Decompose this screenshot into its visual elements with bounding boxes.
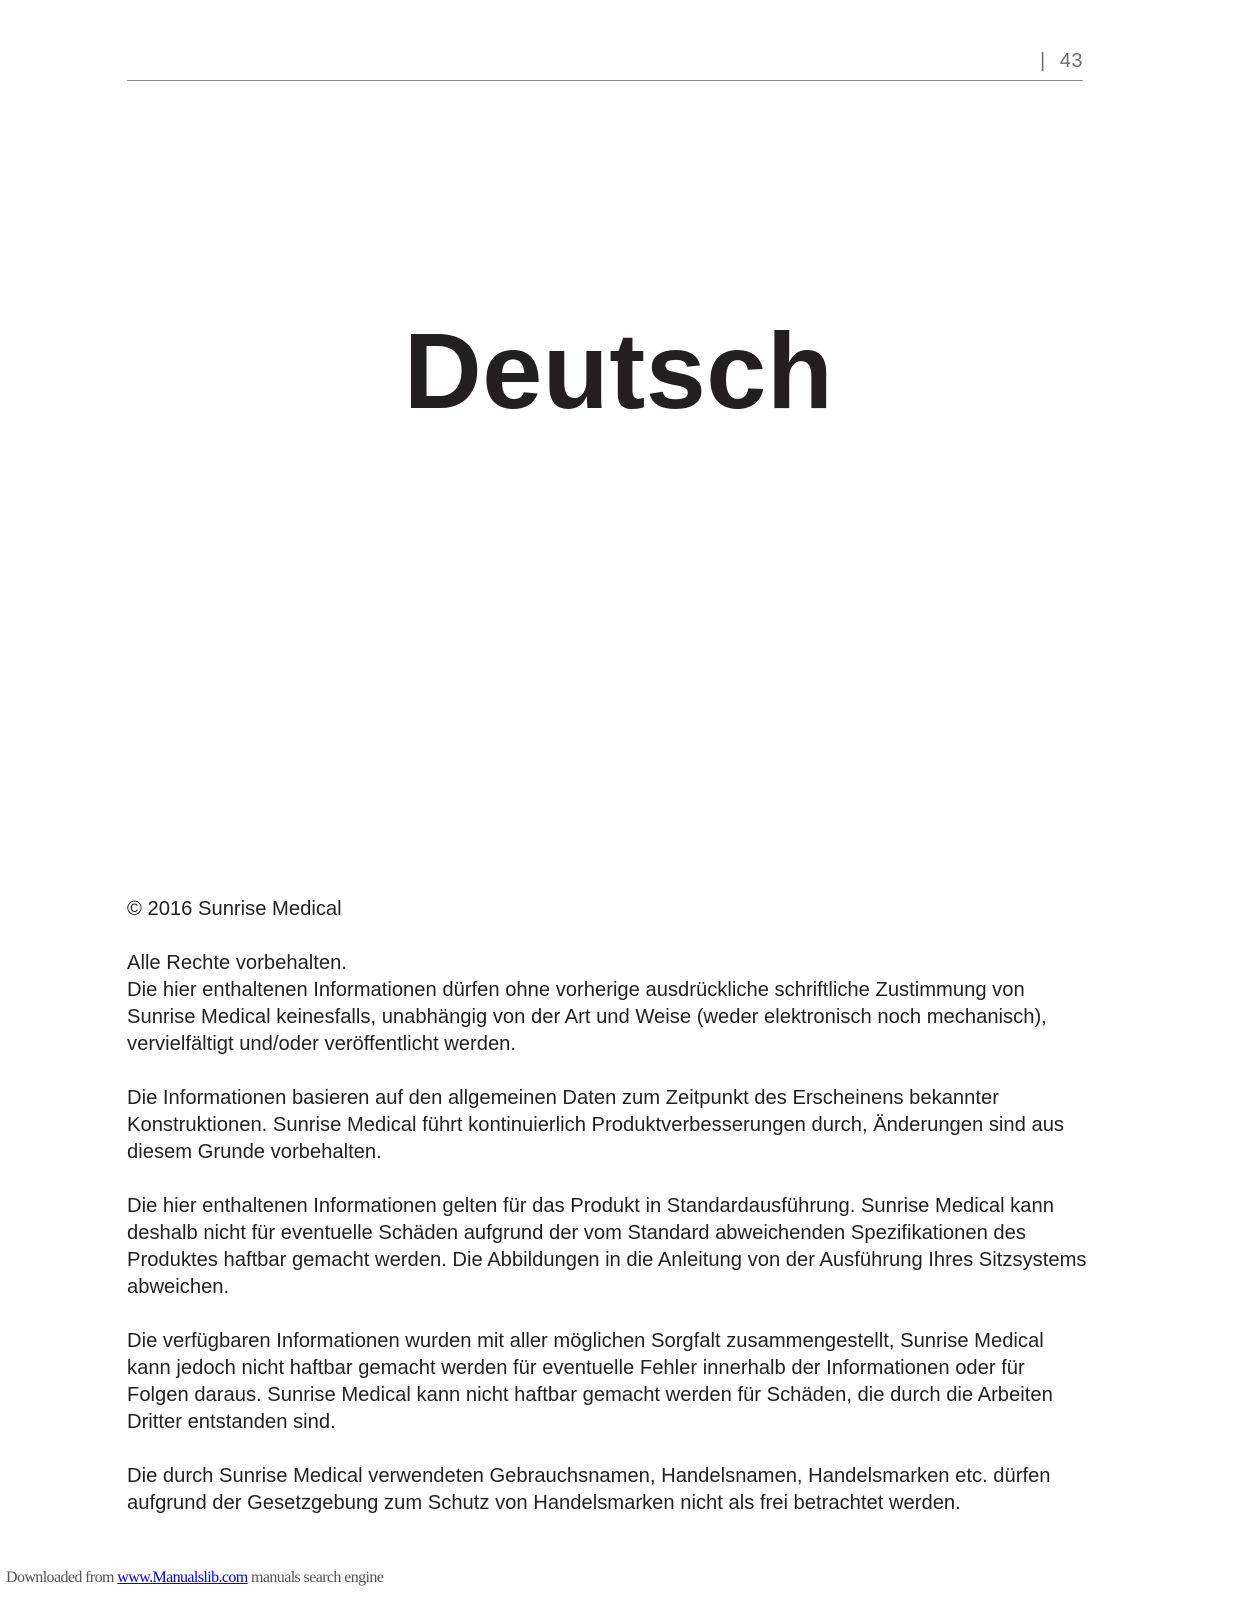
page-number: 43 [1059, 50, 1083, 72]
legal-paragraph-1: Die hier enthaltenen Informationen dürfen ohne vorherige ausdrückliche schriftliche Zustimmung von Sunrise Medical keinesfalls, unabhängig von der Art und Weise (weder elektronisch noch mechanisch), vervielfältigt und/oder veröffentlicht werden. [127, 979, 1047, 1055]
rights-line: Alle Rechte vorbehalten. [127, 952, 347, 974]
legal-notice [127, 896, 1087, 1544]
legal-paragraph-3: Die hier enthaltenen Informationen gelten für das Produkt in Standardausführung. Sunrise Medical kann deshalb nicht für eventuelle Schäden aufgrund der vom Standard abweichenden Spezifikationen des Produktes haftbar gemacht werden. Die Abbildungen in die Anleitung von der Ausführung Ihres Sitzsystems abweichen. [127, 1195, 1087, 1298]
legal-paragraph-5: Die durch Sunrise Medical verwendeten Gebrauchsnamen, Handelsnamen, Handelsmarken etc. dürfen aufgrund der Gesetzgebung zum Schutz von Handelsmarken nicht als frei betrachtet werden. [127, 1465, 1051, 1514]
legal-paragraph-rights [127, 950, 1087, 1058]
footer-prefix: Downloaded from [6, 1569, 118, 1586]
download-footer [6, 1569, 383, 1587]
legal-paragraph-4: Die verfügbaren Informationen wurden mit aller möglichen Sorgfalt zusammengestellt, Sunrise Medical kann jedoch nicht haftbar gemacht werden für eventuelle Fehler innerhalb der Informationen oder für Folgen daraus. Sunrise Medical kann nicht haftbar gemacht werden für Schäden, die durch die Arbeiten Dritter entstanden sind. [127, 1330, 1053, 1433]
page-header [127, 44, 1083, 81]
legal-paragraph-2: Die Informationen basieren auf den allgemeinen Daten zum Zeitpunkt des Erscheinens bekannter Konstruktionen. Sunrise Medical führt kontinuierlich Produktverbesserungen durch, Änderungen sind aus diesem Grunde vorbehalten. [127, 1087, 1065, 1163]
footer-suffix: manuals search engine [247, 1569, 384, 1586]
section-title: Deutsch [403, 310, 834, 431]
manualslib-link[interactable]: www.Manualslib.com [117, 1569, 248, 1586]
page-number-block [1040, 50, 1083, 73]
copyright-line: © 2016 Sunrise Medical [127, 898, 342, 920]
header-separator: | [1040, 50, 1046, 72]
